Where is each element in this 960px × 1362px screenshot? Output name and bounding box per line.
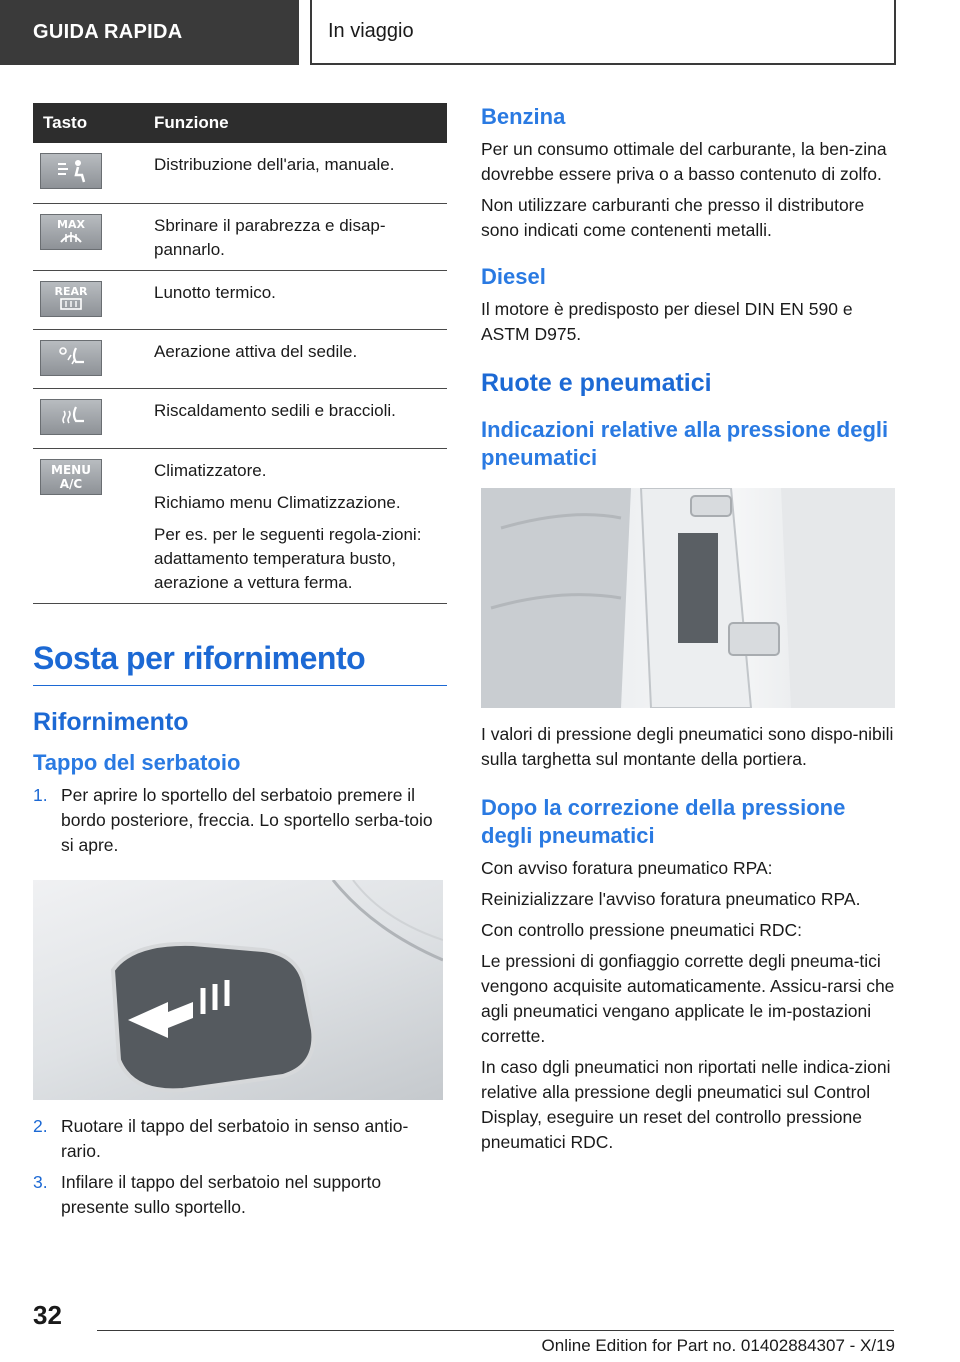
menu-ac-icon: MENU A/C (40, 459, 102, 495)
diesel-paragraph: Il motore è predisposto per diesel DIN EN 590 e ASTM D975. (481, 299, 853, 344)
after-correction-paragraph: Con controllo pressione pneumatici RDC: (481, 920, 802, 940)
petrol-paragraph: Non utilizzare carburanti che presso il distributore sono indicati come contenenti metalli. (481, 195, 865, 240)
table-row (33, 143, 447, 203)
section-tab[interactable]: GUIDA RAPIDA (0, 0, 299, 65)
table-header-function: Funzione (154, 103, 447, 143)
after-correction-paragraph: Con avviso foratura pneumatico RPA: (481, 858, 773, 878)
petrol-heading: Benzina (481, 104, 566, 129)
list-item: 2. Ruotare il tappo del serbatoio in senso antio-rario. (33, 1115, 409, 1161)
table-row (33, 448, 447, 603)
right-column (481, 103, 895, 1161)
fuel-flap-illustration (33, 880, 443, 1100)
door-pillar-illustration (481, 488, 895, 708)
fuel-cap-steps-2 (33, 1114, 447, 1220)
diesel-heading: Diesel (481, 264, 546, 289)
table-header-row (33, 103, 447, 143)
refuel-title: Sosta per rifornimento (33, 640, 447, 686)
list-item: 3. Infilare il tappo del serbatoio nel supporto presente sullo sportello. (33, 1171, 382, 1217)
function-desc: Riscaldamento sedili e braccioli. (154, 388, 447, 448)
petrol-paragraph: Per un consumo ottimale del carburante, la ben-zina dovrebbe essere priva o a basso contenuto di zolfo. (481, 139, 887, 184)
table-row (33, 270, 447, 329)
table-header-key: Tasto (33, 103, 154, 143)
tyre-pressure-paragraph: I valori di pressione degli pneumatici sono dispo-nibili sulla targhetta sul montante della portiera. (481, 724, 894, 769)
fuel-cap-steps-1 (33, 783, 447, 858)
function-desc: Lunotto termico. (154, 270, 447, 329)
fuel-flap-photo (33, 880, 443, 1100)
tyres-title: Ruote e pneumatici (481, 369, 712, 397)
after-correction-paragraph: In caso dgli pneumatici non riportati nelle indica-zioni relative alla pressione degli pneumatici sul Control Display, eseguire un reset del controllo pressione pneumatici RDC. (481, 1057, 891, 1152)
door-pillar-photo (481, 488, 895, 708)
chapter-tab[interactable]: In viaggio (310, 0, 896, 65)
table-row (33, 388, 447, 448)
tyre-pressure-heading: Indicazioni relative alla pressione degli pneumatici (481, 417, 889, 470)
list-item: 1. Per aprire lo sportello del serbatoio premere il bordo posteriore, freccia. Lo sportello serba-toio si apre. (33, 784, 433, 855)
function-desc: Aerazione attiva del sedile. (154, 329, 447, 388)
refuel-subtitle: Rifornimento (33, 707, 189, 736)
function-desc: Climatizzatore. Richiamo menu Climatizzazione. Per es. per le seguenti regola-zioni: adattamento temperatura busto, aerazione a vettura ferma. (154, 448, 447, 603)
function-desc: Sbrinare il parabrezza e disap-pannarlo. (154, 203, 447, 270)
table-row (33, 329, 447, 388)
seat-ventilation-icon (40, 340, 102, 376)
function-desc: Distribuzione dell'aria, manuale. (154, 143, 447, 203)
after-correction-paragraph: Le pressioni di gonfiaggio corrette degli pneuma-tici vengono acquisite automaticamente. Assicu-rarsi che agli pneumatici vengano applicate le im-postazioni corrette. (481, 951, 895, 1046)
climate-keys-table (33, 103, 447, 604)
table-row (33, 203, 447, 270)
left-column (33, 103, 447, 1226)
air-distribution-icon (40, 153, 102, 189)
edition-footer: Online Edition for Part no. 01402884307 - X/19 (541, 1336, 895, 1355)
after-correction-paragraph: Reinizializzare l'avviso foratura pneumatico RPA. (481, 889, 861, 909)
max-defrost-icon: MAX (40, 214, 102, 250)
rear-window-heating-icon: REAR (40, 281, 102, 317)
page-header (0, 0, 960, 66)
seat-heating-icon (40, 399, 102, 435)
fuel-cap-heading: Tappo del serbatoio (33, 749, 241, 775)
after-correction-heading: Dopo la correzione della pressione degli pneumatici (481, 795, 846, 848)
footer-divider (97, 1330, 894, 1331)
page-number: 32 (33, 1300, 62, 1330)
